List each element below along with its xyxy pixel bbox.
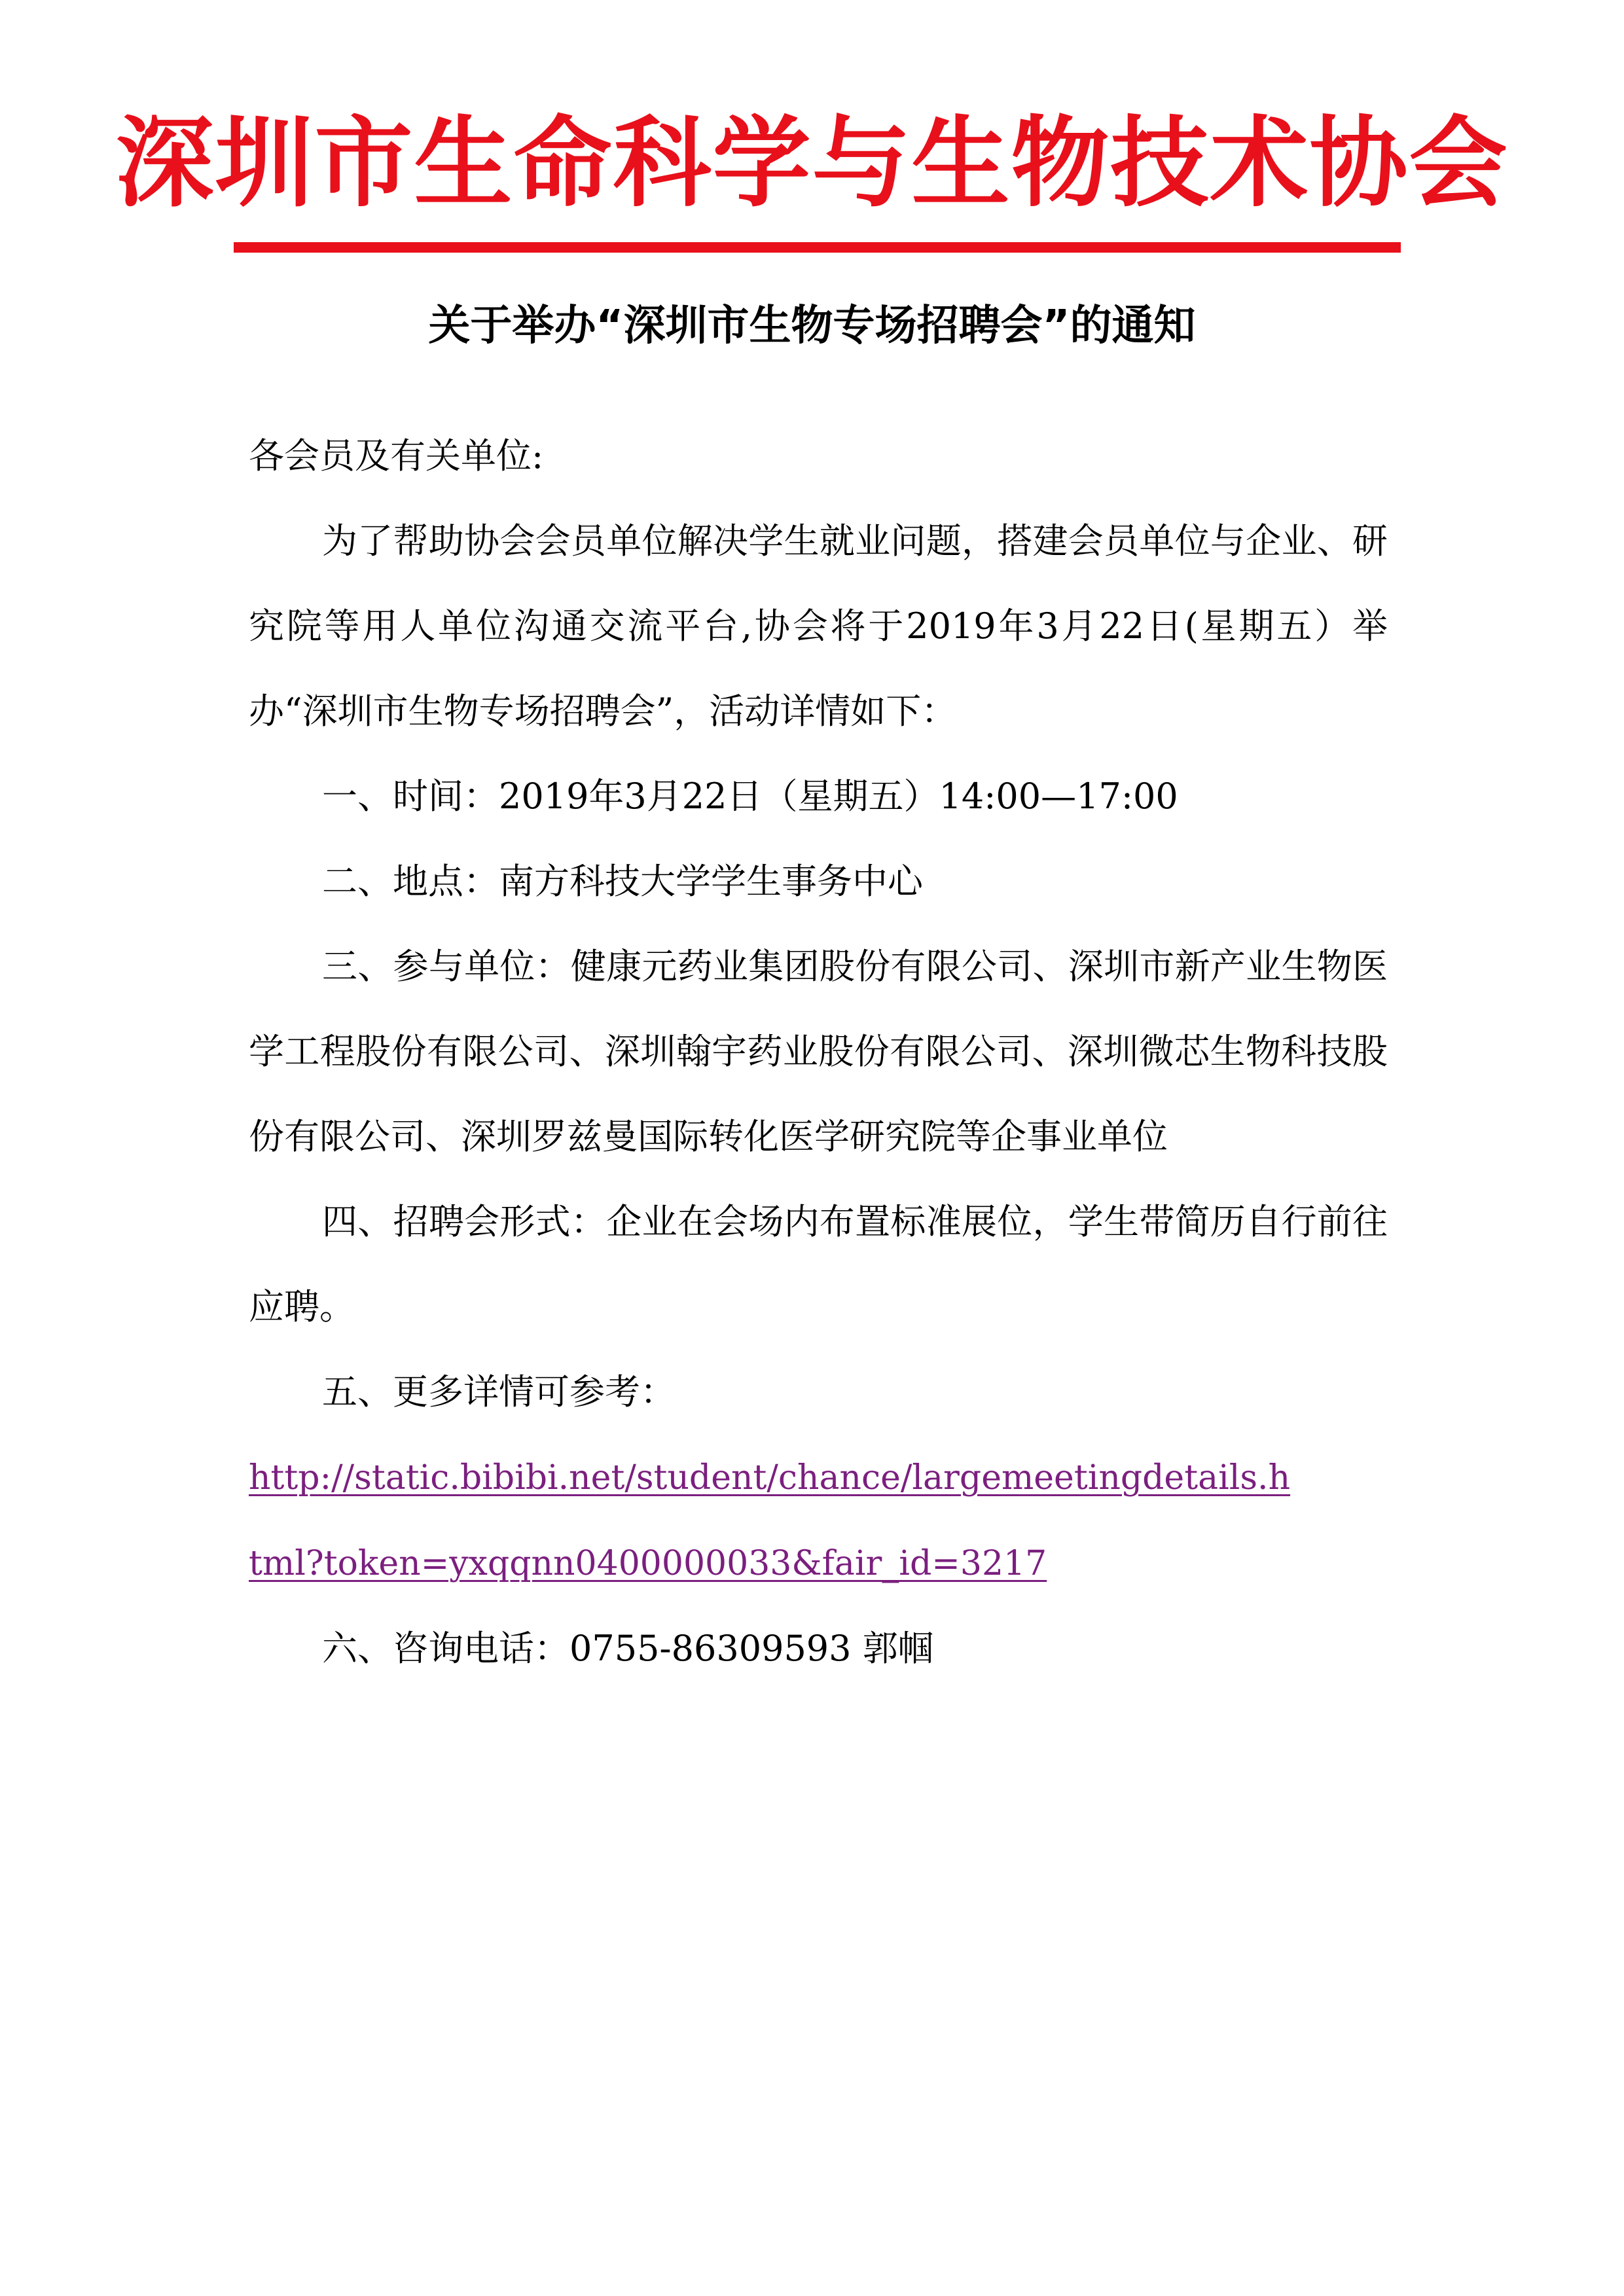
details-link-part-1[interactable]: http://static.bibibi.net/student/chance/largemeetingdetails.h bbox=[249, 1458, 1291, 1498]
letterhead-divider bbox=[234, 242, 1401, 253]
notice-body bbox=[249, 414, 1388, 1691]
details-link-part-2[interactable]: tml?token=yxqqnn0400000033&fair_id=3217 bbox=[249, 1544, 1047, 1583]
item-contact: 六、咨询电话：0755-86309593 郭帼 bbox=[322, 1628, 933, 1669]
item-location: 二、地点：南方科技大学学生事务中心 bbox=[322, 861, 923, 902]
item-participants: 三、参与单位：健康元药业集团股份有限公司、深圳市新产业生物医学工程股份有限公司、深圳翰宇药业股份有限公司、深圳微芯生物科技股份有限公司、深圳罗兹曼国际转化医学研究院等企事业单位 bbox=[249, 946, 1388, 1157]
details-link-line-2 bbox=[249, 1520, 1388, 1606]
item-more-details: 五、更多详情可参考： bbox=[322, 1371, 676, 1412]
intro-paragraph: 为了帮助协会会员单位解决学生就业问题，搭建会员单位与企业、研究院等用人单位沟通交流平台,协会将于2019年3月22日(星期五）举办“深圳市生物专场招聘会”，活动详情如下： bbox=[249, 520, 1388, 732]
details-link-line-1 bbox=[249, 1435, 1388, 1520]
item-time: 一、时间：2019年3月22日（星期五）14:00—17:00 bbox=[322, 776, 1178, 817]
item-format: 四、招聘会形式：企业在会场内布置标准展位，学生带简历自行前往应聘。 bbox=[249, 1201, 1388, 1327]
letterhead-organization-name: 深圳市生命科学与生物技术协会 bbox=[115, 107, 1509, 221]
salutation: 各会员及有关单位: bbox=[249, 435, 544, 476]
notice-title: 关于举办“深圳市生物专场招聘会”的通知 bbox=[428, 302, 1196, 350]
